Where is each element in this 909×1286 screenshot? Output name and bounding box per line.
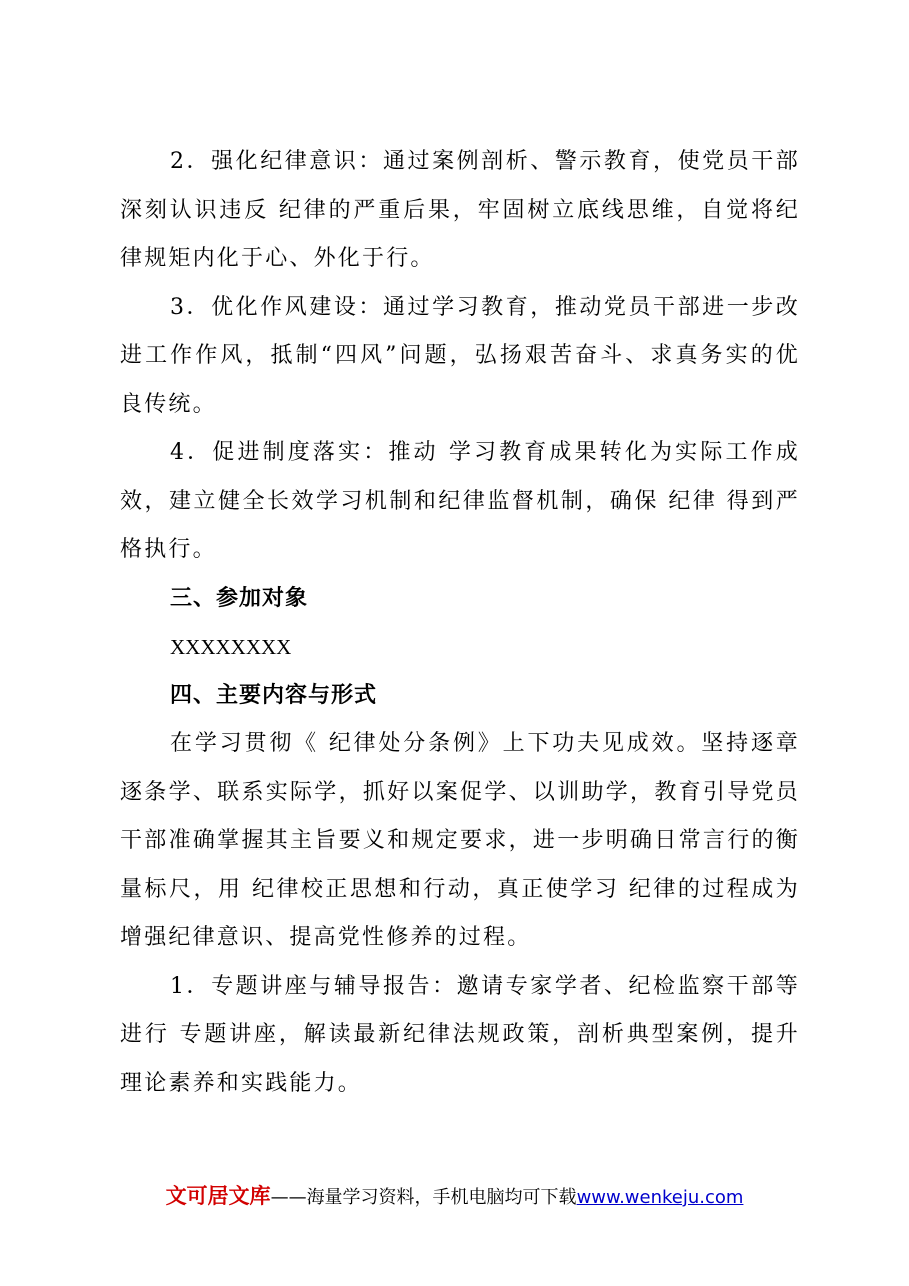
footer-slogan: ——海量学习资料，手机电脑均可下载 bbox=[270, 1187, 577, 1208]
participants-placeholder: XXXXXXXX bbox=[170, 635, 292, 659]
paragraph-system-implementation: 4．促进制度落实：推动 学习教育成果转化为实际工作成效，建立健全长效学习机制和纪律监督机制，确保 纪律 得到严格执行。 bbox=[120, 440, 800, 562]
paragraph-lectures: 1．专题讲座与辅导报告：邀请专家学者、纪检监察干部等进行 专题讲座，解读最新纪律法规政策，剖析典型案例，提升理论素养和实践能力。 bbox=[120, 973, 800, 1096]
paragraph-study-regulations: 在学习贯彻《 纪律处分条例》上下功夫见成效。坚持逐章逐条学、联系实际学，抓好以案促学、以训助学，教育引导党员干部准确掌握其主旨要义和规定要求，进一步明确日常言行的衡量标尺，用 纪律校正思想和行动，真正使学习 纪律的过程成为增强纪律意识、提高党性修养的过程。 bbox=[120, 731, 800, 950]
footer-banner bbox=[0, 1183, 909, 1211]
paragraph-discipline-awareness: 2．强化纪律意识：通过案例剖析、警示教育，使党员干部深刻认识违反 纪律的严重后果，牢固树立底线思维，自觉将纪律规矩内化于心、外化于行。 bbox=[120, 149, 800, 271]
footer-website-link[interactable]: www.wenkeju.com bbox=[576, 1187, 744, 1208]
paragraph-work-style: 3．优化作风建设：通过学习教育，推动党员干部进一步改进工作作风，抵制“四风”问题，弘扬艰苦奋斗、求真务实的优良传统。 bbox=[120, 294, 800, 417]
footer-brand: 文可居文库 bbox=[165, 1184, 271, 1208]
section-heading-participants: 三、参加对象 bbox=[170, 585, 309, 611]
section-heading-content-form: 四、主要内容与形式 bbox=[170, 682, 378, 708]
document-body bbox=[120, 138, 800, 1108]
